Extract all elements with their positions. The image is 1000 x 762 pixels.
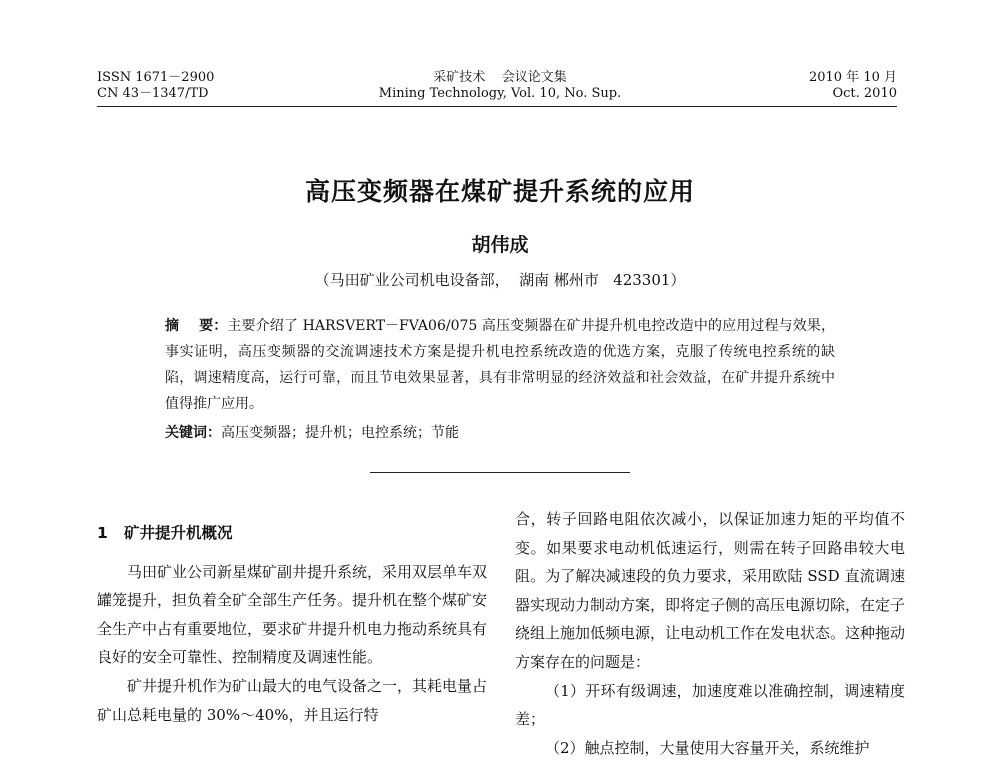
header-left bbox=[97, 70, 214, 102]
list-item: （1）开环有级调速，加速度难以准确控制，调速精度差； bbox=[515, 681, 905, 729]
list-item: （2）触点控制，大量使用大容量开关，系统维护 bbox=[545, 738, 870, 757]
abstract-label: 摘 要： bbox=[165, 318, 228, 334]
journal-name-cn: 采矿技术 会议论文集 bbox=[433, 70, 567, 85]
date-cn: 2010 年 10 月 bbox=[808, 70, 897, 85]
issn: ISSN 1671－2900 bbox=[97, 70, 215, 85]
keywords-label: 关键词： bbox=[165, 425, 221, 441]
keywords bbox=[165, 420, 835, 446]
journal-name-en: Mining Technology, Vol. 10, No. Sup. bbox=[378, 86, 622, 101]
abstract bbox=[165, 313, 835, 417]
header-right bbox=[809, 70, 897, 102]
body-paragraph: 合，转子回路电阻依次减小，以保证加速力矩的平均值不变。如果要求电动机低速运行，则需在转子回路串较大电阻。为了解决减速段的负力要求，采用欧陆 SSD 直流调速器实现动力制动方案，即将定子侧的高压电源切除，在定子绕组上施加低频电源，让电动机工作在发电状态。这种拖动方案存在的问题是： bbox=[515, 510, 906, 671]
affiliation: （马田矿业公司机电设备部， 湖南 郴州市 423301） bbox=[314, 271, 686, 289]
paper-title: 高压变频器在煤矿提升系统的应用 bbox=[304, 177, 695, 206]
section-heading: 1 矿井提升机概况 bbox=[97, 524, 233, 542]
header-center bbox=[300, 70, 700, 102]
header-rule bbox=[97, 106, 897, 107]
date-en: Oct. 2010 bbox=[832, 86, 897, 101]
right-column bbox=[515, 505, 905, 762]
left-column bbox=[97, 505, 487, 729]
body-paragraph: 马田矿业公司新星煤矿副井提升系统，采用双层单车双罐笼提升，担负着全矿全部生产任务。提升机在整个煤矿安全生产中占有重要地位，要求矿井提升机电力拖动系统具有良好的安全可靠性、控制精度及调速性能。 bbox=[97, 562, 488, 667]
separator-rule bbox=[370, 472, 630, 473]
body-paragraph: 矿井提升机作为矿山最大的电气设备之一，其耗电量占矿山总耗电量的 30%～40%，并且运行特 bbox=[97, 676, 488, 724]
author: 胡伟成 bbox=[471, 234, 529, 256]
cn-number: CN 43－1347/TD bbox=[97, 86, 209, 101]
keywords-text: 高压变频器；提升机；电控系统；节能 bbox=[221, 425, 459, 441]
abstract-text: 主要介绍了 HARSVERT－FVA06/075 高压变频器在矿井提升机电控改造中的应用过程与效果，事实证明，高压变频器的交流调速技术方案是提升机电控系统改造的优选方案，克服了传统电控系统的缺陷，调速精度高，运行可靠，而且节电效果显著，具有非常明显的经济效益和社会效益，在矿井提升系统中值得推广应用。 bbox=[165, 318, 835, 412]
